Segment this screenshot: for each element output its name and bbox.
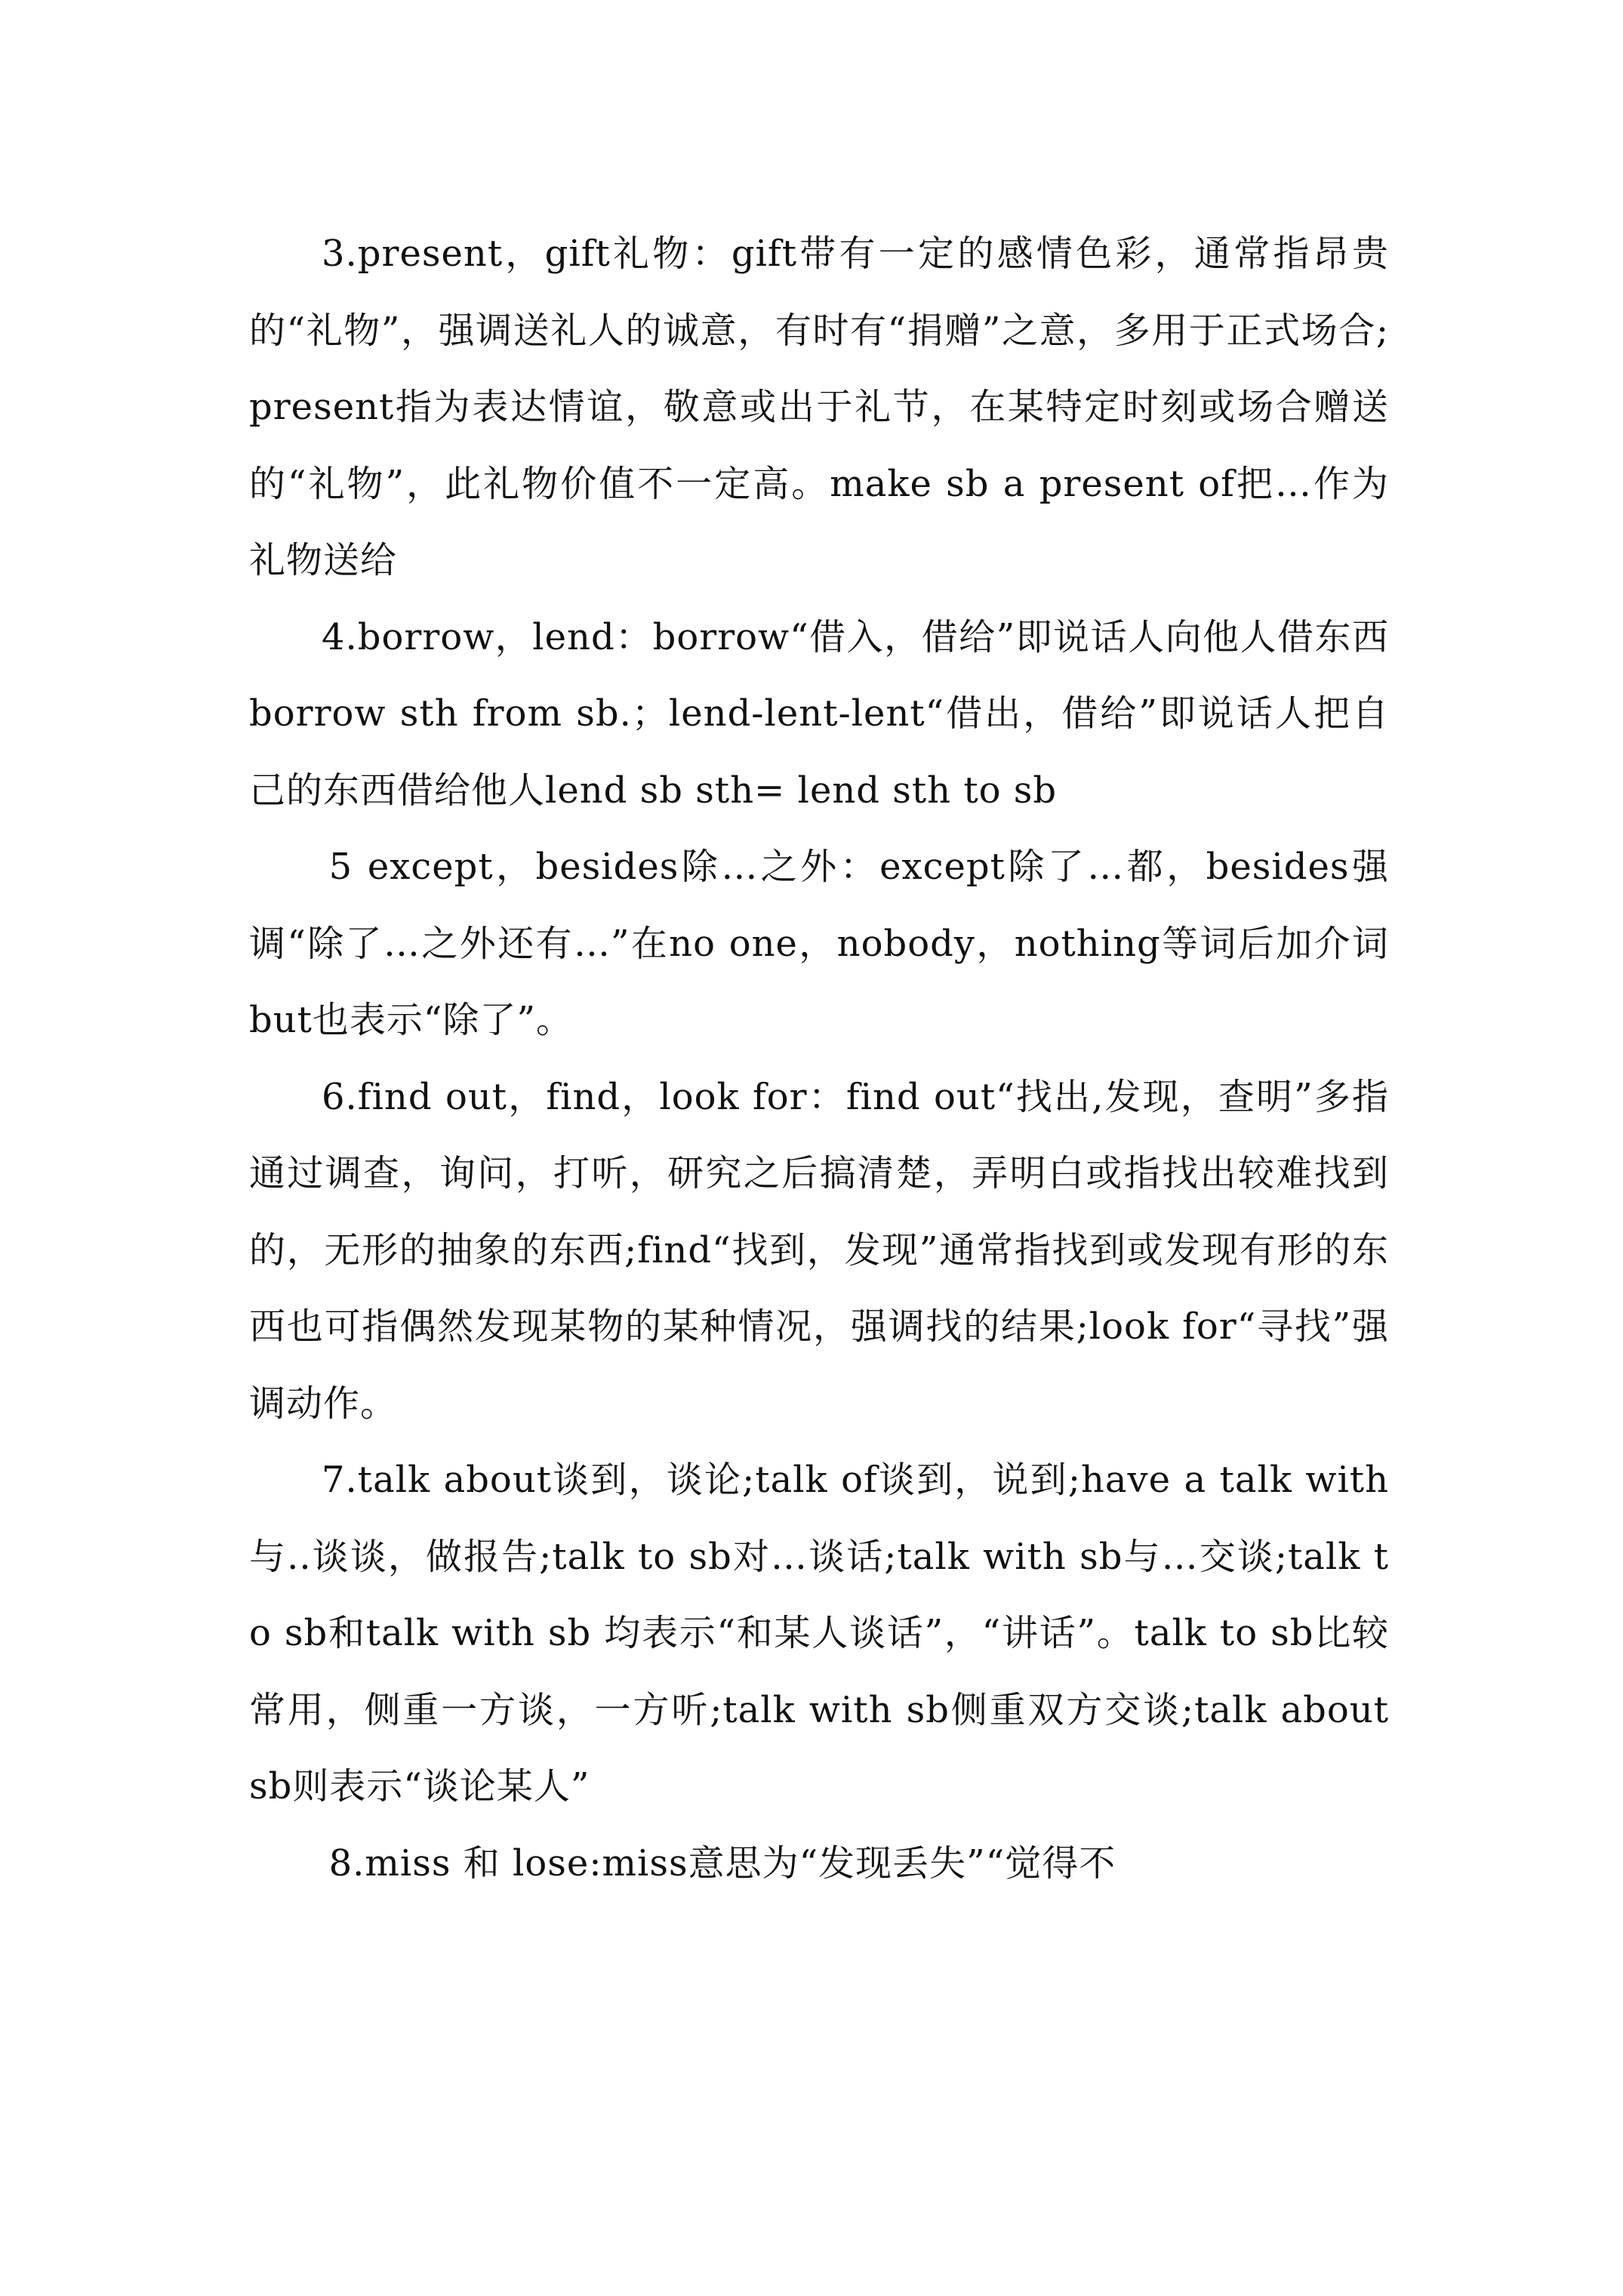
document-body: [249, 216, 1389, 1902]
paragraph-talk-about: 7.talk about谈到，谈论;talk of谈到，说到;have a talk with与..谈谈，做报告;talk to sb对…谈话;talk with sb与…交谈;talk to sb和talk with sb 均表示“和某人谈话”，“讲话”。talk to sb比较常用，侧重一方谈，一方听;talk with sb侧重双方交谈;talk about sb则表示“谈论某人”: [249, 1459, 1389, 1808]
paragraph-except-besides: 5 except，besides除…之外：except除了…都，besides强调“除了…之外还有…”在no one，nobody，nothing等词后加介词but也表示“除了”。: [249, 846, 1389, 1041]
paragraph-miss-lose: 8.miss 和 lose:miss意思为“发现丢失”“觉得不: [328, 1841, 1116, 1885]
paragraph-borrow-lend: 4.borrow，lend：borrow“借入，借给”即说话人向他人借东西borrow sth from sb.；lend-lent-lent“借出，借给”即说话人把自己的东西借给他人lend sb sth= lend sth to sb: [249, 615, 1389, 812]
paragraph-find-out-look-for: 6.find out，find，look for：find out“找出,发现，查明”多指通过调查，询问，打听，研究之后搞清楚，弄明白或指找出较难找到的，无形的抽象的东西;find“找到，发现”通常指找到或发现有形的东西也可指偶然发现某物的某种情况，强调找的结果;look for“寻找”强调动作。: [249, 1075, 1389, 1425]
paragraph-present-gift: 3.present，gift礼物：gift带有一定的感情色彩，通常指昂贵的“礼物”，强调送礼人的诚意，有时有“捐赠”之意，多用于正式场合;present指为表达情谊，敬意或出于礼节，在某特定时刻或场合赠送的“礼物”，此礼物价值不一定高。make sb a present of把…作为礼物送给: [249, 233, 1389, 581]
